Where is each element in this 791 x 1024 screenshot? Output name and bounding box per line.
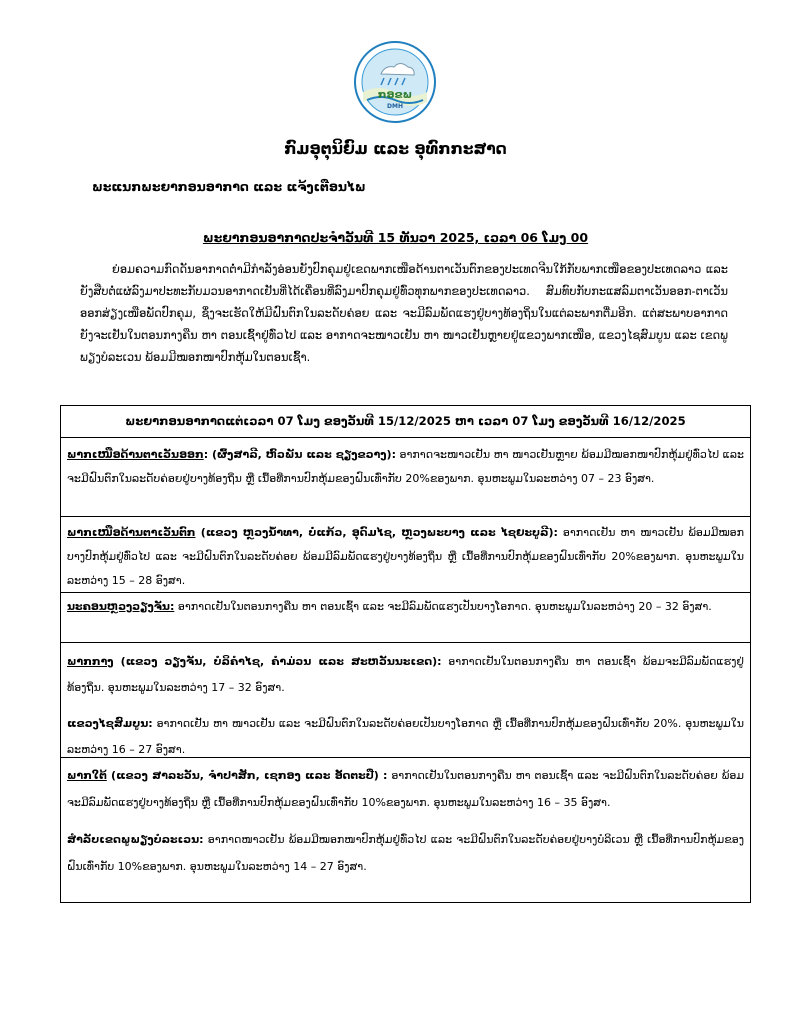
row-vientiane-capital xyxy=(61,593,750,643)
region-label: ພາກໃຕ້ xyxy=(67,769,107,782)
sub-region-label: ແຂວງໄຊສົມບູນ: xyxy=(67,717,153,730)
region-provinces: : (ຜົ້ງສາລີ, ຫົວພັນ ແລະ ຊຽງຂວາງ): xyxy=(203,448,396,461)
region-label: ພາກເໜືອດ້ານຕາເວັນຕົກ xyxy=(67,526,196,539)
synoptic-summary: ຍ່ອມຄວາມກົດດັນອາກາດຕໍ່າມີກໍາລັງອ່ອນຍັງປົກຄຸມຢູ່ເຂດພາກເໜືອດ້ານຕາເວັນຕົກຂອງປະເທດຈີນໃກ້ກັບພາກເໜືອຂອງປະເທດລາວ ແລະ ຍັງສືບຕໍ່ແຜ່ລົງມາປະທະກັບມວນອາກາດເຢັນທີ່ໄດ້ເຄື່ອນທີ່ລົງມາປົກຄຸມຢູ່ທົ່ວທຸກພາກຂອງປະເທດລາວ. ສົມທົບກັບກະແສລົມຕາເວັນອອກ-ຕາເວັນອອກສ່ຽງເໜືອພັດປົກຄຸມ, ຊຶ່ງຈະເຮັດໃຫ້ມີຝົນຕົກໃນລະດັບຄ່ອຍ ແລະ ຈະມີລົມພັດແຮງຢູ່ບາງທ້ອງຖິ່ນໃນແຕ່ລະພາກຕື່ມອີກ. ແຕ່ສະພາບອາກາດຍັງຈະເຢັນໃນຕອນກາງຄືນ ຫາ ຕອນເຊົ້າຢູ່ທົ່ວໄປ ແລະ ອາກາດຈະໜາວເຢັນ ຫາ ໜາວເຢັນຫຼາຍຢູ່ແຂວງພາກເໜືອ, ແຂວງໄຊສົມບູນ ແລະ ເຂດພູພຽງບໍລະເວນ ພ້ອມມີໝອກໜາປົກຫຸ້ມໃນຕອນເຊົ້າ. xyxy=(80,262,728,364)
row-northeast xyxy=(61,437,750,517)
central-paragraph xyxy=(67,649,744,701)
region-provinces: (ແຂວງ ວຽງຈັນ, ບໍລິຄໍາໄຊ, ຄໍາມ່ວນ ແລະ ສະຫວັນນະເຂດ): xyxy=(113,655,442,668)
logo-lao-text: ກອຂພ xyxy=(377,88,413,101)
region-forecast: ອາກາດຈະໜາວເຢັນ ຫາ ໜາວເຢັນຫຼາຍ ພ້ອມມີໝອກໜາປົກຫຸ້ມຢູ່ທົ່ວໄປ ແລະ ຈະມີຝົນຕົກໃນລະດັບຄ່ອຍຢູ່ບາງທ້ອງຖິ່ນ ຫຼື ເນື້ອທີ່ການປົກຫຸ້ມຂອງຝົນເທົ່າກັບ 20%ຂອງພາກ. ອຸນຫະພູມໃນລະຫວ່າງ 07 – 23 ອົງສາ. xyxy=(67,448,744,485)
row-central xyxy=(61,643,750,758)
region-label: ນະຄອນຫຼວງວຽງຈັນ: xyxy=(67,600,175,613)
logo-sub-text: DMH xyxy=(387,103,403,110)
department-title: ພະແນກພະຍາກອນອາກາດ ແລະ ແຈ້ງເຕືອນໄພ xyxy=(92,179,366,194)
region-provinces: (ແຂວງ ຫຼວງນໍ້າທາ, ບໍ່ແກ້ວ, ອຸດົມໄຊ, ຫຼວງພະບາງ ແລະ ໄຊຍະບູລີ): xyxy=(195,526,558,539)
region-forecast: ອາກາດເຢັນ ຫາ ໜາວເຢັນ ພ້ອມມີໝອກບາງປົກຫຸ້ມຢູ່ທົ່ວໄປ ແລະ ຈະມີຝົນຕົກໃນລະດັບຄ່ອຍ ພ້ອມມີລົມພັດແຮງຢູ່ບາງທ້ອງຖິ່ນ ຫຼື ເນື້ອທີ່ການປົກຫຸ້ມຂອງຝົນເທົ່າກັບ 20%ຂອງພາກ. ອຸນຫະພູມໃນລະຫວ່າງ 15 – 28 ອົງສາ. xyxy=(67,526,744,587)
sub-region-forecast: ອາກາດເຢັນ ຫາ ໜາວເຢັນ ແລະ ຈະມີຝົນຕົກໃນລະດັບຄ່ອຍເປັນບາງໂອກາດ ຫຼື ເນື້ອທີ່ການປົກຫຸ້ມຂອງຝົນເທົ່າກັບ 20%. ອຸນຫະພູມໃນລະຫວ່າງ 16 – 27 ອົງສາ. xyxy=(67,717,744,756)
row-northwest xyxy=(61,517,750,593)
region-label: ພາກເໜືອດ້ານຕາເວັນອອກ xyxy=(67,448,204,461)
sub-region-forecast: ອາກາດໜາວເຢັນ ພ້ອມມີໝອກໜາປົກຫຸ້ມຢູ່ທົ່ວໄປ ແລະ ຈະມີຝົນຕົກໃນລະດັບຄ່ອຍຢູ່ບາງບໍລິເວນ ຫຼື ເນື້ອທີ່ການປົກຫຸ້ມຂອງຝົນເທົ່າກັບ 10%ຂອງພາກ. ອຸນຫະພູມໃນລະຫວ່າງ 14 – 27 ອົງສາ. xyxy=(67,833,744,873)
forecast-heading: ພະຍາກອນອາກາດປະຈໍາວັນທີ 15 ທັນວາ 2025, ເວລາ 06 ໂມງ 00 xyxy=(202,230,589,245)
region-forecast: ອາກາດເຢັນໃນຕອນກາງຄືນ ຫາ ຕອນເຊົ້າ ພ້ອມຈະມີລົມພັດແຮງຢູ່ທ້ອງຖິ່ນ. ອຸນຫະພູມໃນລະຫວ່າງ 17 – 32 ອົງສາ. xyxy=(67,655,744,694)
forecast-table xyxy=(60,405,751,903)
bolaven-paragraph xyxy=(67,826,744,880)
region-provinces: (ແຂວງ ສາລະວັນ, ຈໍາປາສັກ, ເຊກອງ ແລະ ອັດຕະປື) : xyxy=(106,769,388,782)
row-south xyxy=(61,758,750,902)
sub-region-label: ສໍາລັບເຂດພູພຽງບໍລະເວນ: xyxy=(67,833,204,846)
region-forecast: ອາກາດເຢັນໃນຕອນກາງຄືນ ຫາ ຕອນເຊົ້າ ແລະ ຈະມີລົມພັດແຮງເປັນບາງໂອກາດ. ອຸນຫະພູມໃນລະຫວ່າງ 20 – 32 ອົງສາ. xyxy=(174,600,712,613)
region-forecast: ອາກາດເຢັນໃນຕອນກາງຄືນ ຫາ ຕອນເຊົ້າ ແລະ ຈະມີຝົນຕົກໃນລະດັບຄ່ອຍ ພ້ອມຈະມີລົມພັດແຮງຢູ່ບາງທ້ອງຖິ່ນ ຫຼື ເນື້ອທີ່ການປົກຫຸ້ມຂອງຝົນເທົ່າກັບ 10%ຂອງພາກ. ອຸນຫະພູມໃນລະຫວ່າງ 16 – 35 ອົງສາ. xyxy=(67,769,744,809)
table-title: ພະຍາກອນອາກາດແຕ່ເວລາ 07 ໂມງ ຂອງວັນທີ 15/12/2025 ຫາ ເວລາ 07 ໂມງ ຂອງວັນທີ 16/12/2025 xyxy=(61,406,750,438)
south-paragraph xyxy=(67,762,744,816)
xaisomboun-paragraph xyxy=(67,711,744,763)
ministry-title: ກົມອຸຕຸນິຍົມ ແລະ ອຸທົກກະສາດ xyxy=(284,140,507,158)
region-label: ພາກກາງ xyxy=(67,655,114,668)
dmh-logo xyxy=(353,40,437,124)
